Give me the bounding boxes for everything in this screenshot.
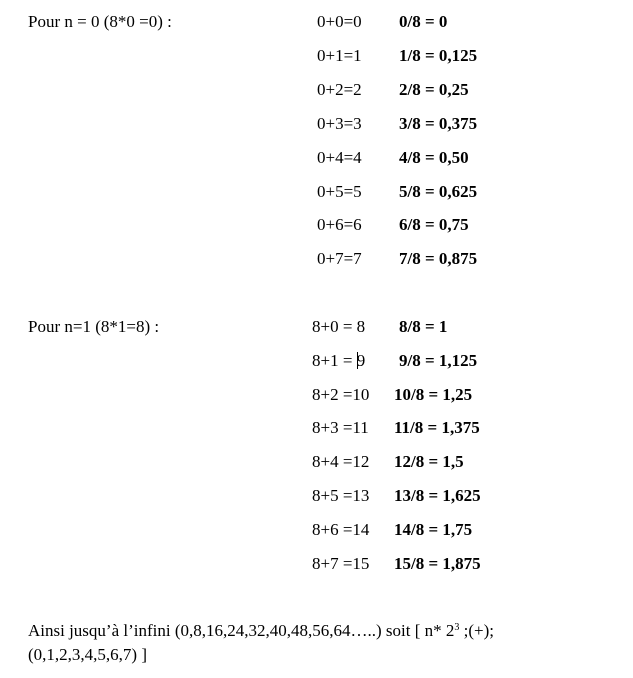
result-cell: 7/8 = 0,875 [399, 249, 478, 268]
result-cell: 1/8 = 0,125 [399, 46, 478, 65]
sum-cell: 0+5=5 [317, 182, 362, 201]
sum-cell: 0+0=0 [317, 12, 362, 31]
sum-cell: 8+3 =11 [312, 418, 369, 437]
conclusion-text: Ainsi jusqu’à l’infini (0,8,16,24,32,40,48,56,64…..) soit [ n* 2 [28, 621, 455, 640]
result-cell: 9/8 = 1,125 [399, 351, 478, 370]
result-cell: 5/8 = 0,625 [399, 182, 478, 201]
sum-text: 9 [356, 351, 366, 370]
sum-cell: 0+7=7 [317, 249, 362, 268]
sum-cell: 0+1=1 [317, 46, 362, 65]
result-cell: 12/8 = 1,5 [394, 452, 464, 471]
sum-cell: 0+6=6 [317, 215, 362, 234]
result-cell: 2/8 = 0,25 [399, 80, 469, 99]
result-cell: 10/8 = 1,25 [394, 385, 473, 404]
sum-text: 8+1 = [312, 351, 357, 370]
result-cell: 11/8 = 1,375 [394, 418, 480, 437]
section-n0-heading: Pour n = 0 (8*0 =0) : [28, 12, 172, 31]
sum-cell: 0+2=2 [317, 80, 362, 99]
result-cell: 3/8 = 0,375 [399, 114, 478, 133]
result-cell: 0/8 = 0 [399, 12, 448, 31]
sum-cell: 8+6 =14 [312, 520, 370, 539]
sum-cell: 8+2 =10 [312, 385, 370, 404]
sum-cell: 8+0 = 8 [312, 317, 366, 336]
result-cell: 4/8 = 0,50 [399, 148, 469, 167]
section-n1-heading: Pour n=1 (8*1=8) : [28, 317, 160, 336]
sum-cell: 8+7 =15 [312, 554, 370, 573]
exponent: 3 [454, 622, 460, 633]
sum-cell: 0+4=4 [317, 148, 362, 167]
result-cell: 8/8 = 1 [399, 317, 448, 336]
conclusion-line-2: (0,1,2,3,4,5,6,7) ] [28, 645, 147, 664]
conclusion-line-1 [28, 621, 494, 641]
sum-cell [312, 351, 365, 371]
sum-cell: 8+5 =13 [312, 486, 370, 505]
result-cell: 13/8 = 1,625 [394, 486, 481, 505]
result-cell: 6/8 = 0,75 [399, 215, 469, 234]
sum-cell: 0+3=3 [317, 114, 362, 133]
conclusion-text-end: ;(+); [459, 621, 495, 640]
result-cell: 14/8 = 1,75 [394, 520, 473, 539]
result-cell: 15/8 = 1,875 [394, 554, 481, 573]
sum-cell: 8+4 =12 [312, 452, 370, 471]
